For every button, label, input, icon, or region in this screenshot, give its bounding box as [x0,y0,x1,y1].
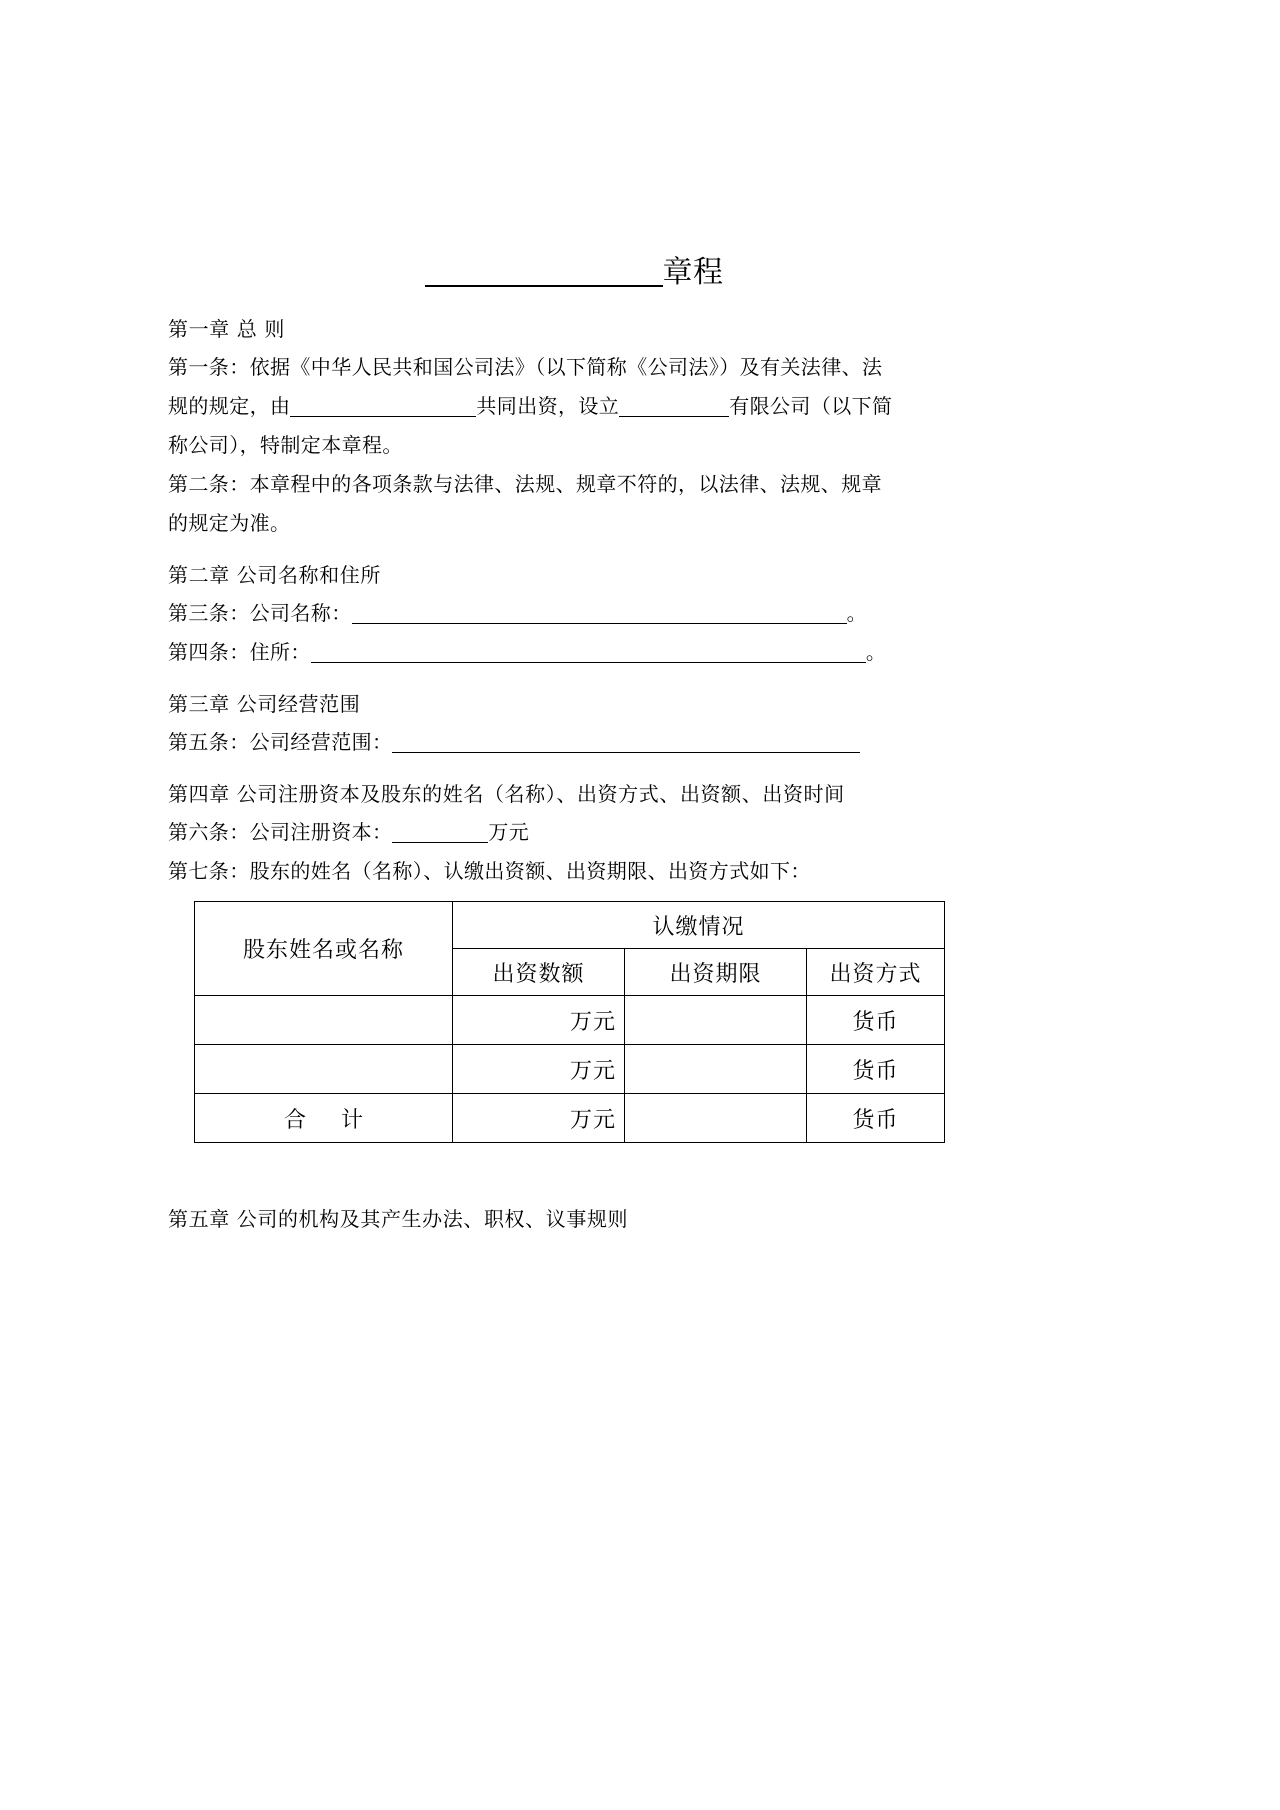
chapter-heading-5: 第五章 公司的机构及其产生办法、职权、议事规则 [168,1207,629,1231]
chapter-heading-4: 第四章 公司注册资本及股东的姓名（名称）、出资方式、出资额、出资时间 [168,782,845,806]
cell-shareholder-name[interactable] [195,1045,453,1094]
article-1-text-b: 共同出资，设立 [476,394,620,418]
title-blank-line [425,285,663,287]
registered-capital-blank [392,842,488,843]
address-field-blank [311,662,866,663]
chapter-heading-1: 第一章 总 则 [168,317,285,341]
table-total-row [195,1094,945,1143]
header-shareholder-name: 股东姓名或名称 [195,902,453,996]
article-6-unit: 万元 [488,820,530,844]
cell-term[interactable] [625,996,807,1045]
cell-total-amount[interactable]: 万元 [453,1094,625,1143]
cell-amount[interactable]: 万元 [453,1045,625,1094]
header-subscription-group: 认缴情况 [453,902,945,949]
document-title [168,255,980,291]
article-4-label: 第四条：住所： [168,640,311,664]
article-7: 第七条：股东的姓名（名称）、认缴出资额、出资期限、出资方式如下： [168,859,811,883]
founders-blank [290,416,476,417]
table-row [195,1045,945,1094]
article-1-line-1: 第一条：依据《中华人民共和国公司法》（以下简称《公司法》）及有关法律、法 [168,355,883,379]
cell-shareholder-name[interactable] [195,996,453,1045]
article-4 [168,633,980,672]
header-contribution-term: 出资期限 [625,949,807,996]
company-name-field-blank [352,623,847,624]
table-row [195,996,945,1045]
cell-total-term[interactable] [625,1094,807,1143]
chapter-heading-3: 第三章 公司经营范围 [168,692,361,716]
cell-method[interactable]: 货币 [807,996,945,1045]
header-contribution-amount: 出资数额 [453,949,625,996]
article-1-text-c: 有限公司（以下简 [729,394,893,418]
shareholder-contribution-table [194,901,945,1143]
article-1-text-a: 规的规定，由 [168,394,291,418]
article-4-period: 。 [865,640,887,664]
cell-amount[interactable]: 万元 [453,996,625,1045]
article-2-line-1: 第二条：本章程中的各项条款与法律、法规、规章不符的，以法律、法规、规章 [168,472,882,496]
company-name-blank [619,416,729,417]
article-3-label: 第三条：公司名称： [168,601,352,625]
article-6 [168,813,980,852]
cell-total-method[interactable]: 货币 [807,1094,945,1143]
chapter-heading-2: 第二章 公司名称和住所 [168,563,381,587]
cell-total-label: 合 计 [195,1094,453,1143]
cell-term[interactable] [625,1045,807,1094]
article-2-line-2: 的规定为准。 [168,511,291,535]
article-5 [168,723,980,762]
document-body [168,0,980,1229]
article-3-period: 。 [846,601,868,625]
article-6-label: 第六条：公司注册资本： [168,820,393,844]
article-1-line-2 [168,387,980,426]
business-scope-blank [392,752,860,753]
table-header-row-1 [195,902,945,949]
article-1-line-3: 称公司），特制定本章程。 [168,433,403,457]
article-3 [168,594,980,633]
title-text: 章程 [662,255,724,290]
cell-method[interactable]: 货币 [807,1045,945,1094]
header-contribution-method: 出资方式 [807,949,945,996]
article-5-label: 第五条：公司经营范围： [168,730,393,754]
